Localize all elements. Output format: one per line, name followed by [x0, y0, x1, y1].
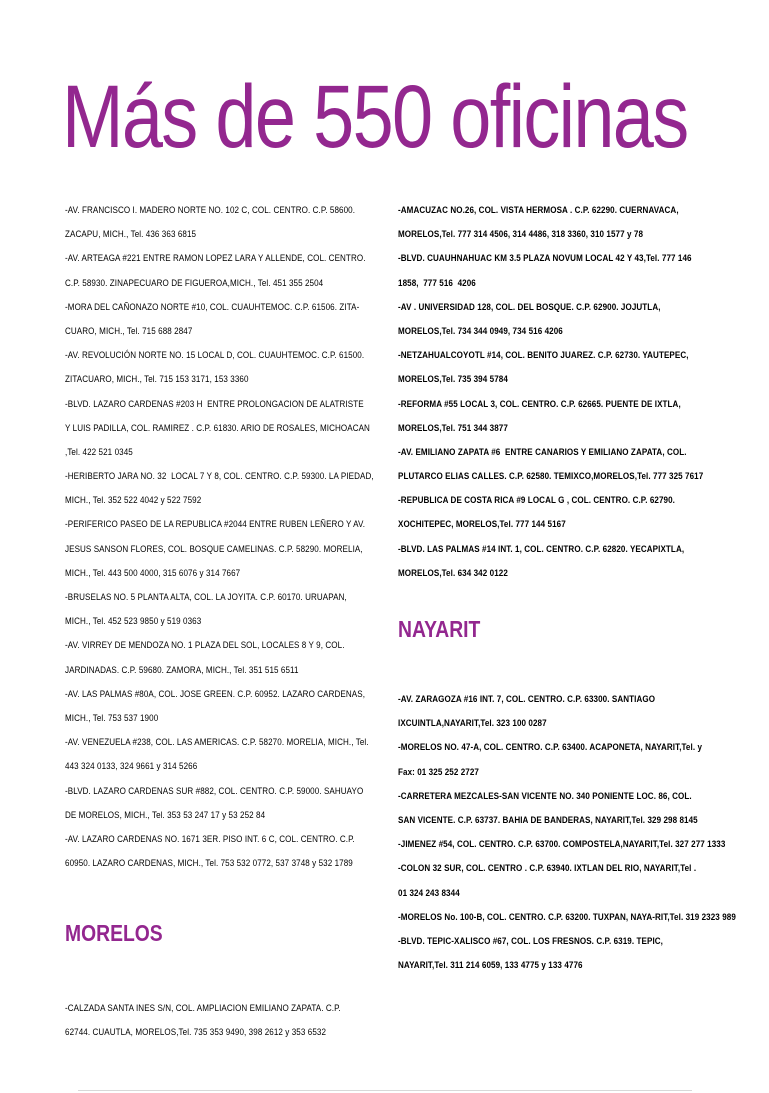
- address-entry: [398, 441, 759, 489]
- address-line: -AV. LAS PALMAS #80A, COL. JOSE GREEN. C.P. 60952. LAZARO CARDENAS,: [65, 688, 366, 700]
- address-line: -CARRETERA MEZCALES-SAN VICENTE NO. 340 PONIENTE LOC. 86, COL.: [398, 790, 692, 802]
- address-line: XOCHITEPEC, MORELOS,Tel. 777 144 5167: [398, 519, 566, 531]
- address-line: MORELOS,Tel. 777 314 4506, 314 4486, 318 3360, 310 1577 y 78: [398, 229, 644, 241]
- address-entry: [65, 393, 426, 466]
- address-line: -MORELOS NO. 47-A, COL. CENTRO. C.P. 63400. ACAPONETA, NAYARIT,Tel. y: [398, 742, 703, 754]
- page-title: Más de 550 oficinas: [62, 66, 688, 166]
- address-entry: [65, 247, 426, 295]
- address-entry: [65, 296, 426, 344]
- address-line: -AV. REVOLUCIÓN NORTE NO. 15 LOCAL D, COL. CUAUHTEMOC. C.P. 61500.: [65, 350, 365, 362]
- address-entry: [65, 731, 426, 779]
- address-line: CUARO, MICH., Tel. 715 688 2847: [65, 325, 193, 337]
- address-entry: [398, 930, 759, 978]
- address-entry: [65, 586, 426, 634]
- address-entry: [65, 997, 426, 1045]
- address-line: -AV. ZARAGOZA #16 INT. 7, COL. CENTRO. C.P. 63300. SANTIAGO: [398, 694, 656, 705]
- address-line: 62744. CUAUTLA, MORELOS,Tel. 735 353 9490, 398 2612 y 353 6532: [65, 1027, 327, 1039]
- address-line: SAN VICENTE. C.P. 63737. BAHIA DE BANDERAS, NAYARIT,Tel. 329 298 8145: [398, 814, 698, 826]
- address-line: Fax: 01 325 252 2727: [398, 766, 479, 778]
- address-line: -BLVD. LAZARO CARDENAS #203 H ENTRE PROLONGACION DE ALATRISTE: [65, 398, 364, 410]
- address-line: MICH., Tel. 452 523 9850 y 519 0363: [65, 616, 202, 628]
- address-line: ZACAPU, MICH., Tel. 436 363 6815: [65, 229, 197, 241]
- address-line: MICH., Tel. 443 500 4000, 315 6076 y 314 7667: [65, 567, 241, 579]
- address-line: JESUS SANSON FLORES, COL. BOSQUE CAMELINAS. C.P. 58290. MORELIA,: [65, 543, 363, 555]
- address-entry: [398, 857, 759, 905]
- address-line: -MORA DEL CAÑONAZO NORTE #10, COL. CUAUHTEMOC. C.P. 61506. ZITA-: [65, 301, 360, 313]
- address-line: -BLVD. CUAUHNAHUAC KM 3.5 PLAZA NOVUM LOCAL 42 Y 43,Tel. 777 146: [398, 253, 692, 265]
- address-line: -PERIFERICO PASEO DE LA REPUBLICA #2044 ENTRE RUBEN LEÑERO Y AV.: [65, 519, 366, 531]
- address-entry: [398, 688, 759, 736]
- address-line: NAYARIT,Tel. 311 214 6059, 133 4775 y 133 4776: [398, 960, 583, 972]
- address-line: MICH., Tel. 352 522 4042 y 522 7592: [65, 495, 202, 507]
- address-entry: [398, 538, 759, 586]
- address-line: ZITACUARO, MICH., Tel. 715 153 3171, 153 3360: [65, 374, 249, 386]
- address-line: C.P. 58930. ZINAPECUARO DE FIGUEROA,MICH., Tel. 451 355 2504: [65, 277, 324, 289]
- address-line: -AMACUZAC NO.26, COL. VISTA HERMOSA . C.P. 62290. CUERNAVACA,: [398, 205, 679, 216]
- address-entry: [65, 828, 426, 876]
- address-line: -AV. VIRREY DE MENDOZA NO. 1 PLAZA DEL SOL, LOCALES 8 Y 9, COL.: [65, 640, 345, 652]
- address-line: PLUTARCO ELIAS CALLES. C.P. 62580. TEMIXCO,MORELOS,Tel. 777 325 7617: [398, 471, 704, 483]
- address-entry: [398, 489, 759, 537]
- address-entry: [65, 344, 426, 392]
- address-column-right: [398, 199, 759, 978]
- address-line: MORELOS,Tel. 634 342 0122: [398, 567, 508, 579]
- address-entry: [65, 634, 426, 682]
- address-line: IXCUINTLA,NAYARIT,Tel. 323 100 0287: [398, 718, 547, 730]
- address-line: Y LUIS PADILLA, COL. RAMIREZ . C.P. 61830. ARIO DE ROSALES, MICHOACAN: [65, 422, 370, 434]
- address-line: 1858, 777 516 4206: [398, 277, 476, 289]
- address-line: ,Tel. 422 521 0345: [65, 446, 133, 458]
- address-line: -AV. LAZARO CARDENAS NO. 1671 3ER. PISO INT. 6 C, COL. CENTRO. C.P.: [65, 833, 355, 845]
- address-line: -AV. EMILIANO ZAPATA #6 ENTRE CANARIOS Y EMILIANO ZAPATA, COL.: [398, 446, 687, 458]
- address-line: MICH., Tel. 753 537 1900: [65, 712, 159, 724]
- address-line: -AV. ARTEAGA #221 ENTRE RAMON LOPEZ LARA Y ALLENDE, COL. CENTRO.: [65, 253, 366, 265]
- address-line: 01 324 243 8344: [398, 887, 460, 899]
- address-line: -COLON 32 SUR, COL. CENTRO . C.P. 63940. IXTLAN DEL RIO, NAYARIT,Tel .: [398, 863, 697, 875]
- address-entry: [65, 199, 426, 247]
- address-entry: [65, 513, 426, 586]
- address-line: -CALZADA SANTA INES S/N, COL. AMPLIACION EMILIANO ZAPATA. C.P.: [65, 1003, 341, 1015]
- address-entry: [398, 393, 759, 441]
- address-line: 443 324 0133, 324 9661 y 314 5266: [65, 761, 198, 773]
- address-line: MORELOS,Tel. 734 344 0949, 734 516 4206: [398, 325, 563, 337]
- address-line: 60950. LAZARO CARDENAS, MICH., Tel. 753 532 0772, 537 3748 y 532 1789: [65, 858, 353, 870]
- address-line: -JIMENEZ #54, COL. CENTRO. C.P. 63700. COMPOSTELA,NAYARIT,Tel. 327 277 1333: [398, 839, 726, 851]
- address-entry: [398, 296, 759, 344]
- address-entry: [398, 736, 759, 784]
- address-entry: [398, 199, 759, 247]
- section-heading-nayarit: NAYARIT: [398, 616, 481, 642]
- section-heading-morelos: MORELOS: [65, 920, 163, 947]
- address-line: -BLVD. TEPIC-XALISCO #67, COL. LOS FRESNOS. C.P. 6319. TEPIC,: [398, 935, 664, 947]
- address-entry: [398, 344, 759, 392]
- address-line: DE MORELOS, MICH., Tel. 353 53 247 17 y 53 252 84: [65, 809, 266, 821]
- address-line: -NETZAHUALCOYOTL #14, COL. BENITO JUAREZ. C.P. 62730. YAUTEPEC,: [398, 350, 689, 362]
- address-line: -BRUSELAS NO. 5 PLANTA ALTA, COL. LA JOYITA. C.P. 60170. URUAPAN,: [65, 592, 347, 603]
- address-entry: [398, 906, 759, 930]
- address-line: -REPUBLICA DE COSTA RICA #9 LOCAL G , COL. CENTRO. C.P. 62790.: [398, 495, 676, 507]
- address-line: -REFORMA #55 LOCAL 3, COL. CENTRO. C.P. 62665. PUENTE DE IXTLA,: [398, 398, 681, 410]
- page-bottom-edge: [78, 1090, 692, 1091]
- address-line: -AV . UNIVERSIDAD 128, COL. DEL BOSQUE. C.P. 62900. JOJUTLA,: [398, 301, 661, 313]
- address-line: -BLVD. LAS PALMAS #14 INT. 1, COL. CENTRO. C.P. 62820. YECAPIXTLA,: [398, 543, 685, 555]
- address-line: -BLVD. LAZARO CARDENAS SUR #882, COL. CENTRO. C.P. 59000. SAHUAYO: [65, 785, 364, 797]
- address-line: JARDINADAS. C.P. 59680. ZAMORA, MICH., Tel. 351 515 6511: [65, 664, 299, 676]
- address-line: -AV. FRANCISCO I. MADERO NORTE NO. 102 C, COL. CENTRO. C.P. 58600.: [65, 205, 356, 216]
- address-line: -AV. VENEZUELA #238, COL. LAS AMERICAS. C.P. 58270. MORELIA, MICH., Tel.: [65, 737, 369, 749]
- address-column-left: [65, 199, 426, 1046]
- address-entry: [398, 247, 759, 295]
- address-entry: [65, 780, 426, 828]
- address-entry: [65, 465, 426, 513]
- address-entry: [398, 833, 759, 857]
- address-line: -HERIBERTO JARA NO. 32 LOCAL 7 Y 8, COL. CENTRO. C.P. 59300. LA PIEDAD,: [65, 471, 374, 483]
- address-entry: [65, 683, 426, 731]
- address-entry: [398, 785, 759, 833]
- address-line: MORELOS,Tel. 751 344 3877: [398, 422, 508, 434]
- address-line: MORELOS,Tel. 735 394 5784: [398, 374, 508, 386]
- address-line: -MORELOS No. 100-B, COL. CENTRO. C.P. 63200. TUXPAN, NAYA-RIT,Tel. 319 2323 989: [398, 911, 736, 923]
